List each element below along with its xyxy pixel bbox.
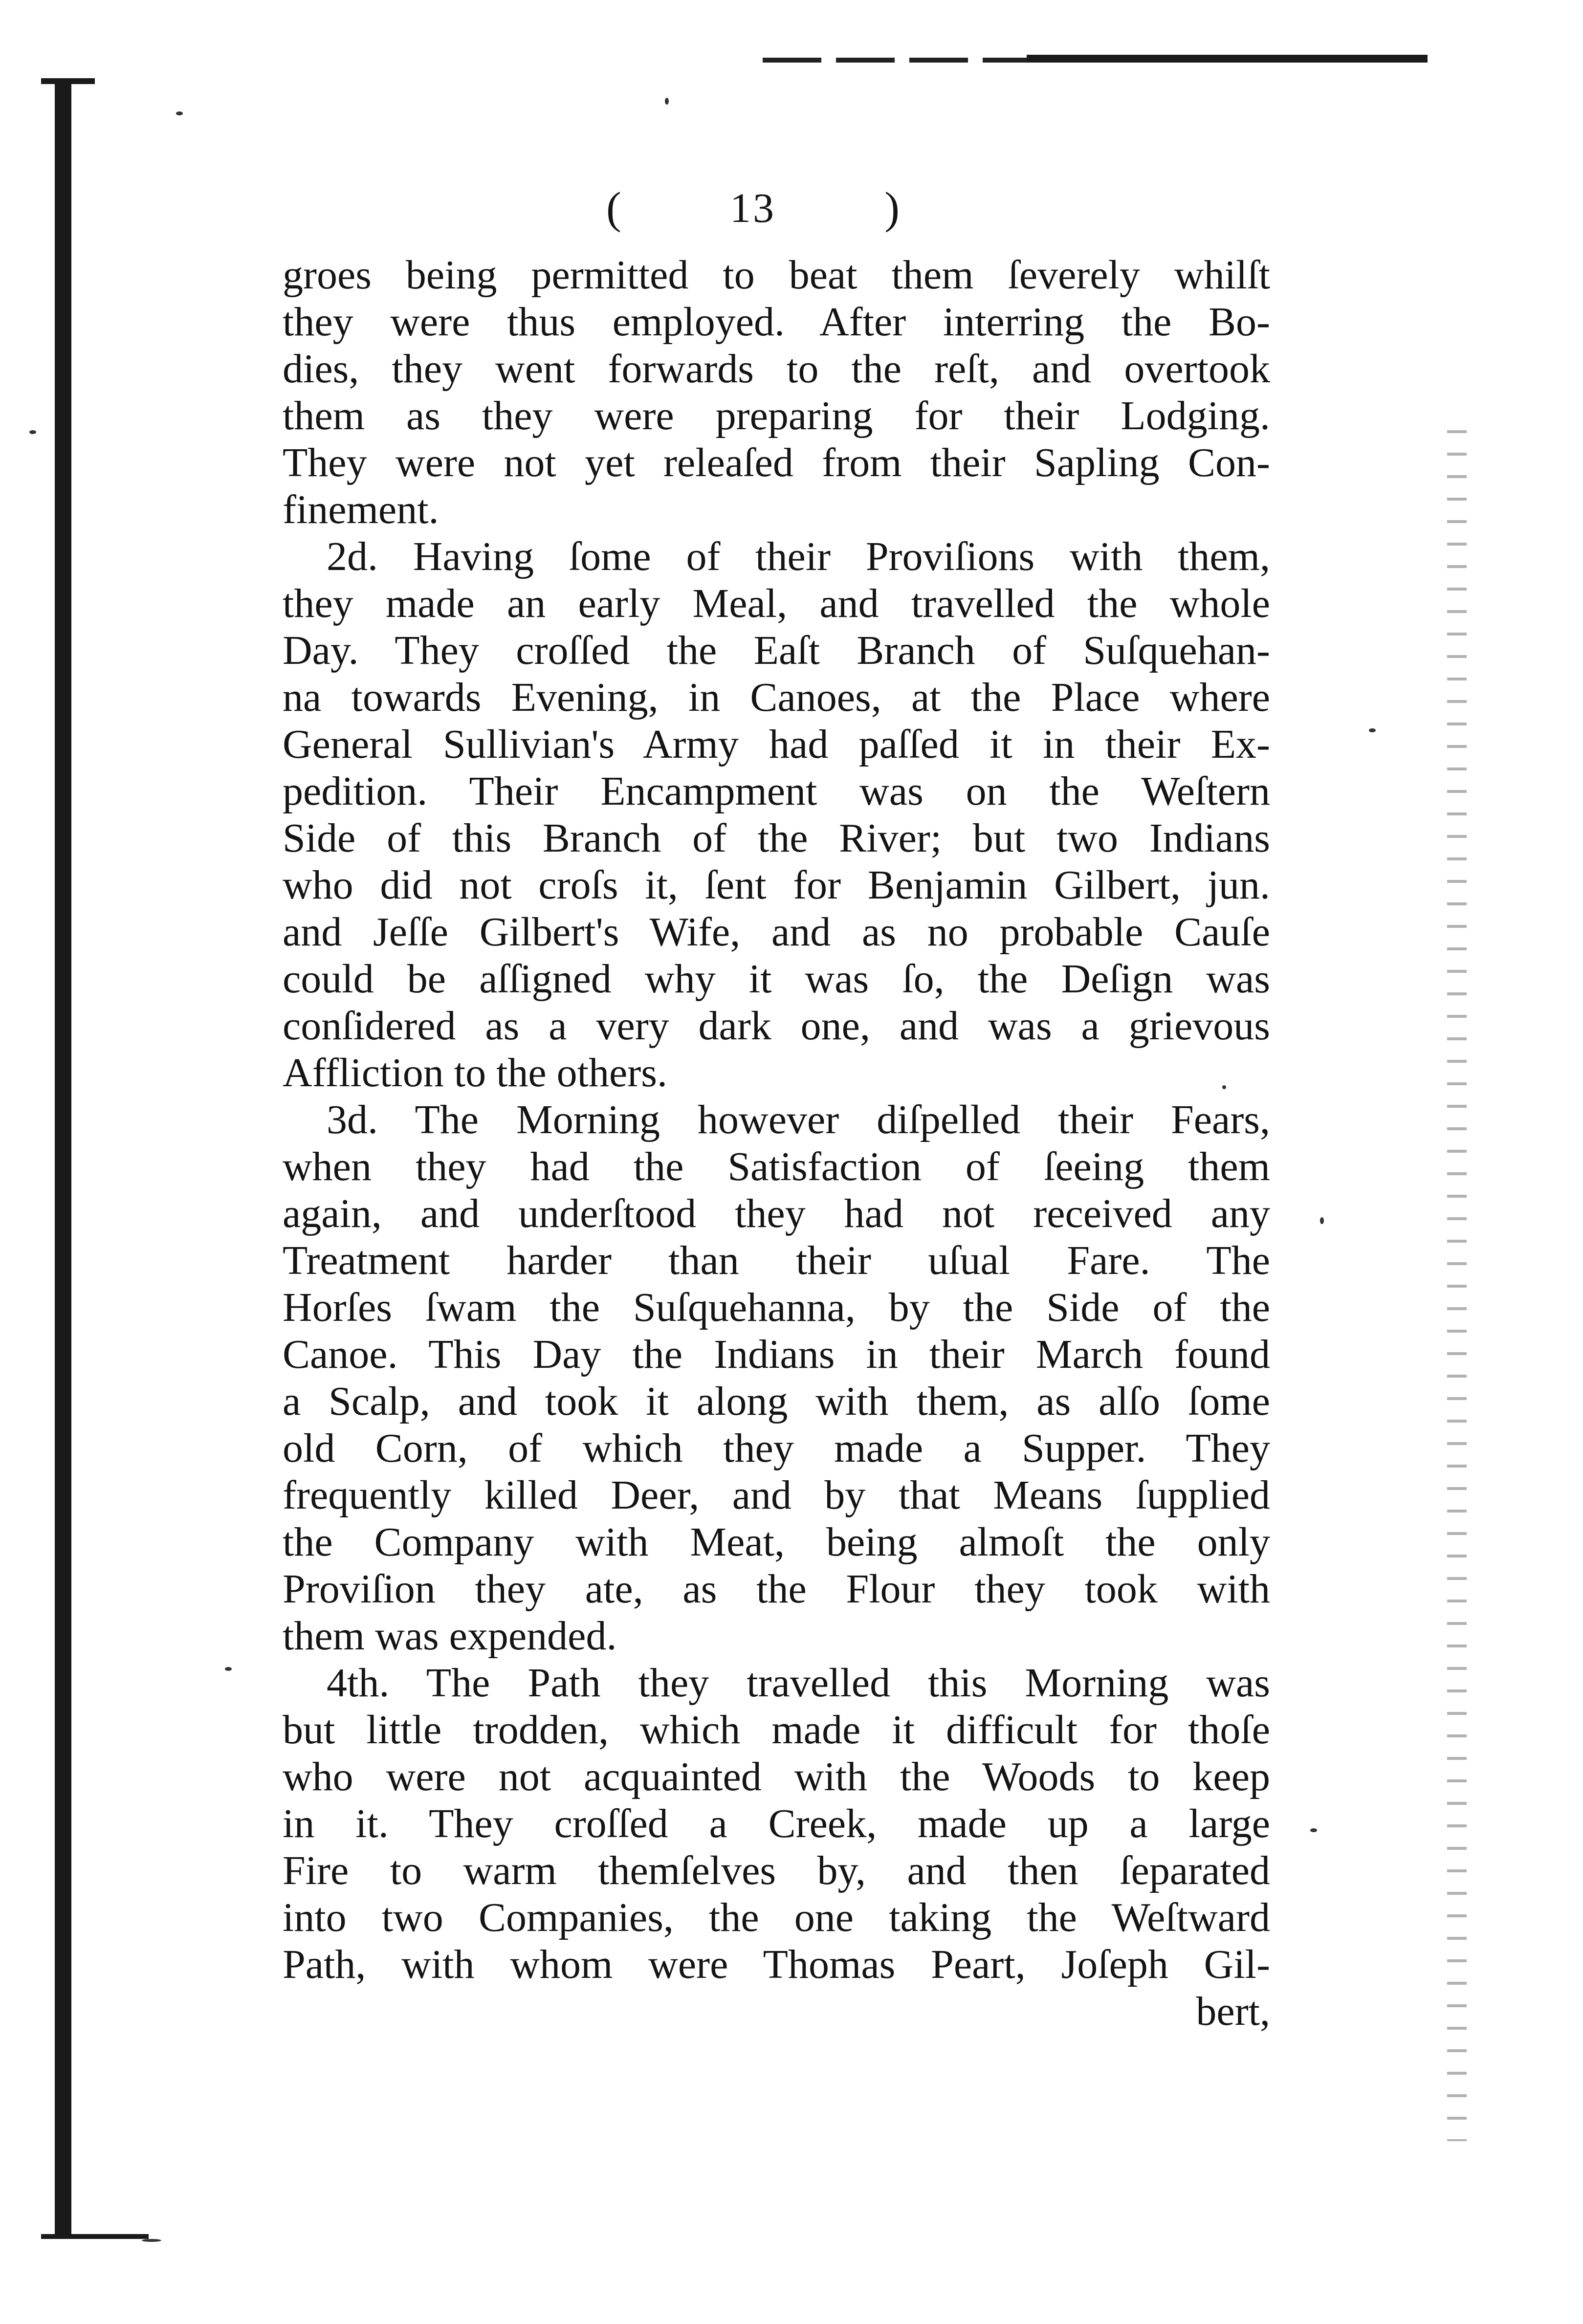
text-line: old Corn, of which they made a Supper. They xyxy=(283,1425,1270,1471)
text-line: Day. They croſſed the Eaſt Branch of Suſquehan- xyxy=(283,628,1270,673)
text-line: They were not yet releaſed from their Sapling Con- xyxy=(283,440,1270,485)
text-line: 4th. The Path they travelled this Morning was xyxy=(327,1660,1270,1706)
text-line: a Scalp, and took it along with them, as alſo ſome xyxy=(283,1379,1270,1424)
text-line: 2d. Having ſome of their Proviſions with them, xyxy=(327,534,1270,579)
binding-edge xyxy=(55,78,71,2239)
text-line: Proviſion they ate, as the Flour they took with xyxy=(283,1566,1270,1612)
text-line: them was expended. xyxy=(283,1613,617,1659)
speck xyxy=(29,430,36,434)
page-number-header xyxy=(606,176,900,240)
text-line: General Sullivian's Army had paſſed it in their Ex- xyxy=(283,722,1270,767)
text-line: groes being permitted to beat them ſeverely whilſt xyxy=(283,252,1270,298)
text-line: bert, xyxy=(1196,1989,1270,2034)
text-line: dies, they went forwards to the reſt, and overtook xyxy=(283,346,1270,392)
text-line: Treatment harder than their uſual Fare. The xyxy=(283,1238,1270,1283)
speck xyxy=(225,1667,232,1671)
text-line: into two Companies, the one taking the Weſtward xyxy=(283,1895,1270,1940)
text-line: could be aſſigned why it was ſo, the Deſign was xyxy=(283,956,1270,1002)
speck xyxy=(1320,1217,1324,1224)
speck xyxy=(142,2239,161,2242)
speck xyxy=(665,98,669,105)
text-line: frequently killed Deer, and by that Means ſupplied xyxy=(283,1472,1270,1518)
speck xyxy=(176,111,183,115)
header-open-paren: ( xyxy=(606,183,621,233)
text-line: they were thus employed. After interring the Bo- xyxy=(283,299,1270,345)
text-line: the Company with Meat, being almoſt the only xyxy=(283,1519,1270,1565)
body-text xyxy=(283,252,1270,2035)
text-line: again, and underſtood they had not received any xyxy=(283,1191,1270,1236)
text-line: and Jeſſe Gilbert's Wife, and as no probable Cauſe xyxy=(283,909,1270,955)
text-line: 3d. The Morning however diſpelled their Fears, xyxy=(327,1097,1270,1142)
text-line: who were not acquainted with the Woods to keep xyxy=(283,1754,1270,1799)
text-line: conſidered as a very dark one, and was a grievous xyxy=(283,1003,1270,1049)
text-line: pedition. Their Encampment was on the Weſtern xyxy=(283,768,1270,814)
text-line: in it. They croſſed a Creek, made up a large xyxy=(283,1801,1270,1846)
margin-specks xyxy=(1447,430,1467,2141)
binding-edge-bottom xyxy=(41,2234,149,2239)
header-close-paren: ) xyxy=(884,183,900,233)
text-line: but little trodden, which made it difficult for thoſe xyxy=(283,1707,1270,1753)
text-line: Horſes ſwam the Suſquehanna, by the Side of the xyxy=(283,1285,1270,1330)
top-rule-solid xyxy=(1027,55,1428,63)
text-line: Path, with whom were Thomas Peart, Joſeph Gil- xyxy=(283,1942,1270,1987)
text-line: na towards Evening, in Canoes, at the Place where xyxy=(283,675,1270,720)
text-line: Canoe. This Day the Indians in their March found xyxy=(283,1332,1270,1377)
text-line: who did not croſs it, ſent for Benjamin Gilbert, jun. xyxy=(283,862,1270,908)
text-line: them as they were preparing for their Lodging. xyxy=(283,393,1270,438)
text-line: they made an early Meal, and travelled the whole xyxy=(283,581,1270,626)
text-line: finement. xyxy=(283,487,439,532)
text-line: Side of this Branch of the River; but two Indians xyxy=(283,815,1270,861)
text-line: Affliction to the others. xyxy=(283,1050,667,1096)
speck xyxy=(1310,1828,1317,1832)
page-number: 13 xyxy=(730,184,776,231)
text-line: Fire to warm themſelves by, and then ſeparated xyxy=(283,1848,1270,1893)
speck xyxy=(1369,728,1376,732)
text-line: when they had the Satisfaction of ſeeing them xyxy=(283,1144,1270,1189)
